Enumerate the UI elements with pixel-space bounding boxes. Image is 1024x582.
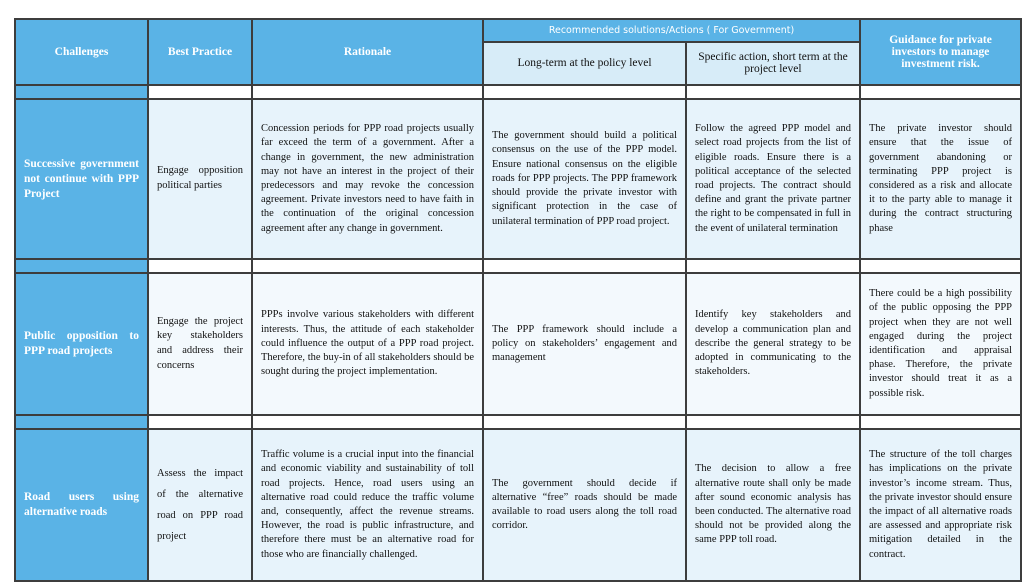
header-short-term: Specific action, short term at the project level	[686, 42, 860, 85]
best-practice-cell: Engage opposition political parties	[148, 99, 252, 259]
rationale-cell: Concession periods for PPP road projects usually far exceed the term of a government. After a change in government, the new administration may not have an interest in the project of their predecessors and may revoke the concession agreement. Private investors need to have faith in the continuation of the original concession agreement after any change in government.	[252, 99, 483, 259]
challenge-cell: Successive government not continue with PPP Project	[15, 99, 148, 259]
row-gap	[15, 85, 1021, 99]
rationale-cell: Traffic volume is a crucial input into the financial and economic viability and sustainability of toll road projects. Hence, road users using an alternative road could reduce the traffic volume and, consequently, affect the revenue streams. However, the road is public infrastructure, and therefore there must be an alternative road for those who are financially challenged.	[252, 429, 483, 581]
header-row-top	[15, 19, 1021, 42]
long-term-cell: The government should decide if alternative “free” roads should be made available to road users along the toll road corridor.	[483, 429, 686, 581]
challenge-cell: Public opposition to PPP road projects	[15, 273, 148, 415]
challenge-cell: Road users using alternative roads	[15, 429, 148, 581]
header-rationale: Rationale	[252, 19, 483, 85]
best-practice-cell: Engage the project key stakeholders and address their concerns	[148, 273, 252, 415]
short-term-cell: Follow the agreed PPP model and select road projects from the list of eligible roads. Ensure there is a political acceptance of the selected road projects. The contract should define and grant the private partner the right to be compensated in full in the event of unilateral termination	[686, 99, 860, 259]
ppp-challenges-table	[14, 18, 1022, 582]
ppp-table-frame	[14, 18, 1020, 562]
guidance-cell: The structure of the toll charges has implications on the private investor’s income stream. Thus, the private investor should ensure the impact of all alternative roads are assessed and appropriate risk mitigation detailed in the contract.	[860, 429, 1021, 581]
header-guidance: Guidance for private investors to manage investment risk.	[860, 19, 1021, 85]
row-gap	[15, 415, 1021, 429]
long-term-cell: The PPP framework should include a policy on stakeholders’ engagement and management	[483, 273, 686, 415]
guidance-cell: There could be a high possibility of the public opposing the PPP project when they are not well engaged during the project identification and appraisal phase. Therefore, the private investor should treat it as a possible risk.	[860, 273, 1021, 415]
table-row	[15, 429, 1021, 581]
header-best-practice: Best Practice	[148, 19, 252, 85]
rationale-cell: PPPs involve various stakeholders with different interests. Thus, the attitude of each stakeholder could influence the output of a PPP road project. Therefore, the buy-in of all stakeholders should be sought during the project implementation.	[252, 273, 483, 415]
header-long-term: Long-term at the policy level	[483, 42, 686, 85]
header-challenges: Challenges	[15, 19, 148, 85]
short-term-cell: The decision to allow a free alternative route shall only be made after sound economic analysis has been conducted. The alternative road should not be provided along the same PPP toll road.	[686, 429, 860, 581]
short-term-cell: Identify key stakeholders and develop a communication plan and describe the general strategy to be adopted in communicating to the stakeholders.	[686, 273, 860, 415]
guidance-cell: The private investor should ensure that the issue of government abandoning or terminating PPP project is considered as a risk and allocate it to the party able to manage it during the contract structuring phase	[860, 99, 1021, 259]
best-practice-cell: Assess the impact of the alternative road on PPP road project	[148, 429, 252, 581]
row-gap	[15, 259, 1021, 273]
long-term-cell: The government should build a political consensus on the use of the PPP model. Ensure national consensus on the eligible roads for PPP projects. The PPP framework should provide the private investor with significant protection in the case of unilateral termination of PPP road project.	[483, 99, 686, 259]
table-row	[15, 273, 1021, 415]
table-row	[15, 99, 1021, 259]
header-recommended-actions: Recommended solutions/Actions ( For Government)	[483, 19, 860, 42]
